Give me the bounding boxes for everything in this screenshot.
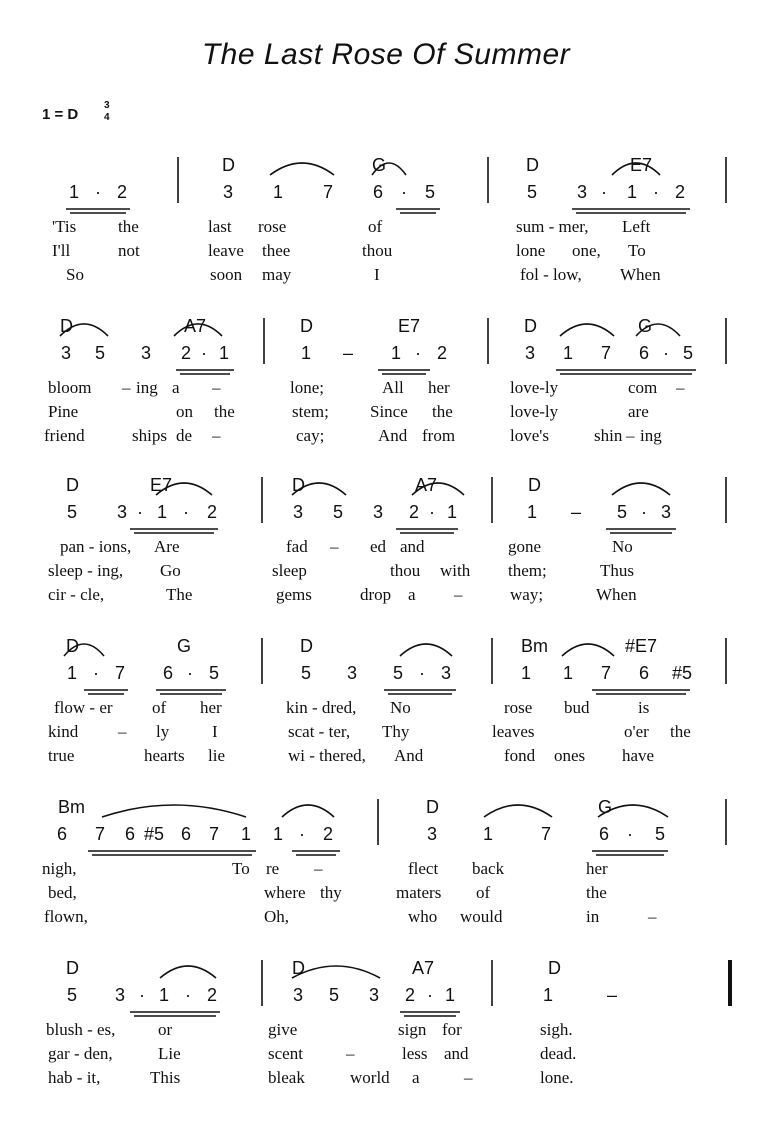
lyric-word: bleak — [268, 1068, 305, 1087]
chord-symbol: D — [66, 475, 79, 495]
numbered-note: 1 — [520, 663, 531, 683]
lyric-word: one, — [572, 241, 601, 260]
chord-symbol: E7 — [630, 155, 653, 175]
lyric-word: – — [626, 426, 635, 445]
lyric-word: rose — [504, 698, 533, 717]
lyric-word: o'er — [624, 722, 649, 741]
time-signature-bottom: 4 — [104, 112, 110, 123]
numbered-note: 2 — [404, 985, 415, 1005]
lyric-word: Left — [622, 217, 651, 236]
numbered-note: · — [187, 663, 193, 683]
lyric-word: bloom — [48, 378, 92, 397]
lyric-word: So — [66, 265, 84, 284]
numbered-note: 5 — [66, 502, 77, 522]
lyric-word: sign — [398, 1020, 427, 1039]
numbered-note: 7 — [322, 182, 333, 202]
numbered-note: · — [415, 343, 421, 363]
chord-symbol: D — [66, 958, 79, 978]
lyric-word: her — [428, 378, 450, 397]
lyric-word: lie — [208, 746, 225, 765]
numbered-note: 2 — [408, 502, 419, 522]
lyric-word: – — [212, 378, 221, 397]
numbered-note: 7 — [540, 824, 551, 844]
numbered-note: 1 — [218, 343, 229, 363]
lyric-word: have — [622, 746, 655, 765]
lyric-word: who — [408, 907, 438, 926]
lyric-word: of — [368, 217, 383, 236]
chord-symbol: G — [177, 636, 192, 656]
chord-symbol: D — [292, 475, 305, 495]
chord-symbol: A7 — [412, 958, 435, 978]
chord-symbol: G — [372, 155, 387, 175]
lyric-word: – — [648, 907, 657, 926]
numbered-note: 1 — [542, 985, 553, 1005]
numbered-note: 1 — [390, 343, 401, 363]
lyric-word: Thy — [382, 722, 410, 741]
numbered-note: · — [299, 824, 305, 844]
numbered-note: 1 — [272, 182, 283, 202]
numbered-note: 5 — [300, 663, 311, 683]
numbered-note: · — [427, 985, 433, 1005]
lyric-word: com — [628, 378, 658, 397]
lyric-word: – — [454, 585, 463, 604]
numbered-note: 5 — [424, 182, 435, 202]
lyric-word: thou — [362, 241, 393, 260]
lyric-word: wi - thered, — [288, 746, 366, 765]
numbered-note: 6 — [598, 824, 609, 844]
numbered-note: · — [183, 502, 189, 522]
numbered-note: · — [641, 502, 647, 522]
numbered-note: 1 — [446, 502, 457, 522]
numbered-note: 2 — [322, 824, 333, 844]
chord-symbol: E7 — [398, 316, 421, 336]
lyric-word: scent — [268, 1044, 303, 1063]
lyric-word: less — [402, 1044, 428, 1063]
chord-symbol: D — [66, 636, 79, 656]
lyric-word: the — [214, 402, 235, 421]
lyric-word: I — [212, 722, 218, 741]
slur-arc — [612, 483, 670, 495]
numbered-note: – — [342, 343, 353, 363]
lyric-word: lone — [516, 241, 546, 260]
chord-symbol: A7 — [184, 316, 207, 336]
slur-arc — [292, 966, 380, 978]
lyric-word: the — [118, 217, 139, 236]
lyric-word: leaves — [492, 722, 535, 741]
numbered-note: 3 — [292, 985, 303, 1005]
lyric-word: flect — [408, 859, 439, 878]
numbered-note: 2 — [180, 343, 191, 363]
lyric-word: Thus — [600, 561, 634, 580]
chord-symbol: D — [528, 475, 541, 495]
numbered-note: · — [429, 502, 435, 522]
lyric-word: blush - es, — [46, 1020, 116, 1039]
numbered-note: 7 — [114, 663, 125, 683]
numbered-note: 6 — [124, 824, 135, 844]
chord-symbol: D — [426, 797, 439, 817]
lyric-word: – — [346, 1044, 355, 1063]
numbered-note: 7 — [600, 663, 611, 683]
numbered-note: 2 — [206, 985, 217, 1005]
numbered-note: 3 — [440, 663, 451, 683]
numbered-note: 3 — [292, 502, 303, 522]
lyric-word: the — [586, 883, 607, 902]
lyric-word: To — [628, 241, 646, 260]
lyric-word: And — [394, 746, 424, 765]
numbered-note: 1 — [68, 182, 79, 202]
numbered-note: 1 — [444, 985, 455, 1005]
numbered-note: 5 — [332, 502, 343, 522]
lyric-word: – — [212, 426, 221, 445]
lyric-word: bed, — [48, 883, 77, 902]
lyric-word: When — [596, 585, 637, 604]
numbered-note: 3 — [114, 985, 125, 1005]
lyric-word: lone. — [540, 1068, 574, 1087]
chord-symbol: G — [638, 316, 653, 336]
numbered-note: 3 — [576, 182, 587, 202]
lyric-word: kin - dred, — [286, 698, 357, 717]
numbered-note: 2 — [436, 343, 447, 363]
lyric-word: drop — [360, 585, 392, 604]
lyric-word: ships — [132, 426, 167, 445]
numbered-note: 6 — [180, 824, 191, 844]
lyric-word: the — [670, 722, 691, 741]
chord-symbol: #E7 — [625, 636, 658, 656]
chord-symbol: D — [300, 316, 313, 336]
lyric-word: would — [460, 907, 503, 926]
chord-symbol: G — [598, 797, 613, 817]
lyric-word: – — [118, 722, 127, 741]
lyric-word: a — [408, 585, 416, 604]
lyric-word: hearts — [144, 746, 185, 765]
lyric-word: love-ly — [510, 378, 559, 397]
numbered-note: · — [601, 182, 607, 202]
numbered-note: 1 — [526, 502, 537, 522]
slur-arc — [160, 966, 216, 978]
numbered-note: 3 — [372, 502, 383, 522]
lyric-word: fond — [504, 746, 536, 765]
lyric-word: way; — [510, 585, 544, 604]
lyric-word: or — [158, 1020, 173, 1039]
lyric-word: are — [628, 402, 649, 421]
lyric-word: Since — [370, 402, 408, 421]
numbered-note: 3 — [524, 343, 535, 363]
chord-symbol: D — [548, 958, 561, 978]
lyric-word: No — [612, 537, 633, 556]
lyric-word: where — [264, 883, 306, 902]
lyric-word: sleep - ing, — [48, 561, 124, 580]
lyric-word: gar - den, — [48, 1044, 113, 1063]
lyric-word: maters — [396, 883, 442, 902]
lyric-word: Lie — [158, 1044, 181, 1063]
lyric-word: pan - ions, — [60, 537, 132, 556]
lyric-word: This — [150, 1068, 181, 1087]
lyric-word: love's — [510, 426, 549, 445]
numbered-note: 2 — [116, 182, 127, 202]
lyric-word: in — [586, 907, 600, 926]
lyric-word: Pine — [48, 402, 79, 421]
numbered-note: · — [137, 502, 143, 522]
lyric-word: 'Tis — [52, 217, 77, 236]
lyric-word: When — [620, 265, 661, 284]
lyric-word: And — [378, 426, 408, 445]
lyric-word: Go — [160, 561, 181, 580]
lyric-word: fad — [286, 537, 308, 556]
numbered-note: · — [93, 663, 99, 683]
chord-symbol: Bm — [521, 636, 548, 656]
numbered-note: 5 — [654, 824, 665, 844]
lyric-word: not — [118, 241, 140, 260]
lyric-word: – — [314, 859, 323, 878]
lyric-word: her — [200, 698, 222, 717]
lyric-word: love-ly — [510, 402, 559, 421]
key-signature: 1 = D — [42, 106, 79, 123]
numbered-note: 1 — [562, 663, 573, 683]
lyric-word: – — [464, 1068, 473, 1087]
numbered-note: · — [185, 985, 191, 1005]
lyric-word: nigh, — [42, 859, 77, 878]
numbered-note: · — [663, 343, 669, 363]
numbered-note: 6 — [638, 343, 649, 363]
lyric-word: ing — [136, 378, 158, 397]
lyric-word: flow - er — [54, 698, 113, 717]
numbered-note: · — [627, 824, 633, 844]
lyric-word: of — [152, 698, 167, 717]
chord-symbol: A7 — [415, 475, 438, 495]
numbered-note: 6 — [638, 663, 649, 683]
lyric-word: friend — [44, 426, 85, 445]
lyric-word: dead. — [540, 1044, 577, 1063]
numbered-note: 3 — [222, 182, 233, 202]
numbered-note: 6 — [372, 182, 383, 202]
numbered-note: · — [653, 182, 659, 202]
numbered-note: #5 — [672, 663, 693, 683]
lyric-word: gems — [276, 585, 312, 604]
numbered-note: · — [201, 343, 207, 363]
chord-symbol: D — [526, 155, 539, 175]
numbered-note: 6 — [162, 663, 173, 683]
numbered-note: 5 — [94, 343, 105, 363]
slur-arc — [560, 324, 614, 336]
lyric-word: I — [374, 265, 380, 284]
lyric-word: kind — [48, 722, 79, 741]
numbered-note: 3 — [368, 985, 379, 1005]
numbered-note: #5 — [144, 824, 165, 844]
numbered-note: 1 — [66, 663, 77, 683]
numbered-note: 1 — [240, 824, 251, 844]
lyric-word: may — [262, 265, 292, 284]
lyric-word: To — [232, 859, 250, 878]
slur-arc — [484, 805, 552, 817]
numbered-note: 5 — [392, 663, 403, 683]
numbered-note: · — [419, 663, 425, 683]
lyric-word: of — [476, 883, 491, 902]
numbered-note: 5 — [328, 985, 339, 1005]
lyric-word: sleep — [272, 561, 307, 580]
numbered-note: 1 — [158, 985, 169, 1005]
lyric-word: and — [400, 537, 425, 556]
numbered-note: 5 — [616, 502, 627, 522]
lyric-word: – — [122, 378, 131, 397]
numbered-note: 1 — [156, 502, 167, 522]
lyric-word: thou — [390, 561, 421, 580]
numbered-note: 7 — [600, 343, 611, 363]
numbered-note: 3 — [60, 343, 71, 363]
chord-symbol: D — [524, 316, 537, 336]
numbered-note: 7 — [208, 824, 219, 844]
numbered-note: 5 — [526, 182, 537, 202]
lyric-word: leave — [208, 241, 244, 260]
numbered-note: 1 — [562, 343, 573, 363]
lyric-word: gone — [508, 537, 542, 556]
lyric-word: fol - low, — [520, 265, 582, 284]
chord-symbol: D — [292, 958, 305, 978]
lyric-word: Are — [154, 537, 180, 556]
lyric-word: shin — [594, 426, 623, 445]
lyric-word: cay; — [296, 426, 325, 445]
lyric-word: give — [268, 1020, 298, 1039]
numbered-note: 1 — [272, 824, 283, 844]
chord-symbol: E7 — [150, 475, 173, 495]
numbered-note: · — [401, 182, 407, 202]
song-title: The Last Rose Of Summer — [201, 38, 571, 71]
numbered-note: · — [139, 985, 145, 1005]
lyric-word: ing — [640, 426, 662, 445]
numbered-note: 5 — [208, 663, 219, 683]
lyric-word: is — [638, 698, 650, 717]
lyric-word: All — [382, 378, 404, 397]
chord-symbol: D — [60, 316, 73, 336]
numbered-note: 2 — [674, 182, 685, 202]
chord-symbol: Bm — [58, 797, 85, 817]
numbered-note: 3 — [116, 502, 127, 522]
lyric-word: a — [412, 1068, 420, 1087]
lyric-word: hab - it, — [48, 1068, 101, 1087]
numbered-note: 3 — [426, 824, 437, 844]
slur-arc — [282, 805, 334, 817]
lyric-word: the — [432, 402, 453, 421]
numbered-note: 5 — [682, 343, 693, 363]
lyric-word: lone; — [290, 378, 324, 397]
lyric-word: her — [586, 859, 608, 878]
lyric-word: The — [166, 585, 193, 604]
slur-arc — [562, 644, 614, 656]
numbered-note: 1 — [482, 824, 493, 844]
numbered-note: 3 — [346, 663, 357, 683]
lyric-word: them; — [508, 561, 547, 580]
lyric-word: re — [266, 859, 280, 878]
numbered-note: 6 — [56, 824, 67, 844]
lyric-word: scat - ter, — [288, 722, 351, 741]
lyric-word: last — [208, 217, 232, 236]
lyric-word: world — [350, 1068, 390, 1087]
lyric-word: on — [176, 402, 193, 421]
lyric-word: ones — [554, 746, 586, 765]
lyric-word: from — [422, 426, 456, 445]
lyric-word: sum - mer, — [516, 217, 589, 236]
lyric-word: with — [440, 561, 471, 580]
numbered-note: · — [95, 182, 101, 202]
lyric-word: bud — [564, 698, 590, 717]
lyric-word: thy — [320, 883, 342, 902]
numbered-note: 3 — [140, 343, 151, 363]
numbered-note: – — [606, 985, 617, 1005]
lyric-word: No — [390, 698, 411, 717]
lyric-word: – — [676, 378, 685, 397]
lyric-word: de — [176, 426, 193, 445]
lyric-word: a — [172, 378, 180, 397]
lyric-word: for — [442, 1020, 462, 1039]
lyric-word: back — [472, 859, 505, 878]
numbered-note: 5 — [66, 985, 77, 1005]
slur-arc — [270, 163, 334, 175]
time-signature-top: 3 — [104, 100, 110, 111]
slur-arc — [400, 644, 452, 656]
lyric-word: ly — [156, 722, 170, 741]
lyric-word: I'll — [52, 241, 71, 260]
numbered-note: 2 — [206, 502, 217, 522]
lyric-word: soon — [210, 265, 243, 284]
lyric-word: Oh, — [264, 907, 290, 926]
chord-symbol: D — [222, 155, 235, 175]
lyric-word: – — [330, 537, 339, 556]
lyric-word: thee — [262, 241, 291, 260]
lyric-word: and — [444, 1044, 469, 1063]
slur-arc — [102, 805, 246, 817]
lyric-word: sigh. — [540, 1020, 573, 1039]
lyric-word: rose — [258, 217, 287, 236]
numbered-note: 7 — [94, 824, 105, 844]
lyric-word: ed — [370, 537, 387, 556]
lyric-word: flown, — [44, 907, 88, 926]
numbered-note: 3 — [660, 502, 671, 522]
lyric-word: stem; — [292, 402, 329, 421]
numbered-note: 1 — [626, 182, 637, 202]
lyric-word: cir - cle, — [48, 585, 105, 604]
chord-symbol: D — [300, 636, 313, 656]
lyric-word: true — [48, 746, 75, 765]
numbered-note: 1 — [300, 343, 311, 363]
numbered-note: – — [570, 502, 581, 522]
